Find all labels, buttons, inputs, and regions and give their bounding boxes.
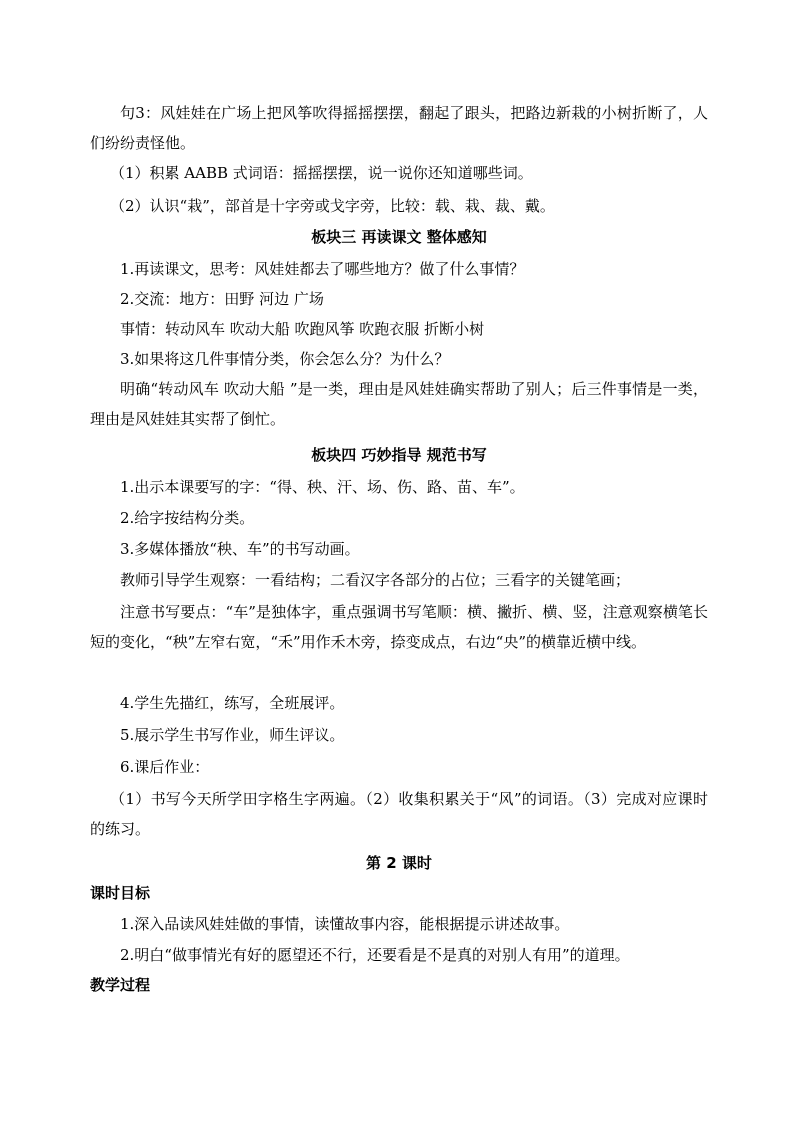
section-3-step-2: 2.交流：地方：田野 河边 广场	[120, 290, 324, 308]
section-3-heading: 板块三 再读课文 整体感知	[311, 228, 487, 246]
section-4-guidance: 教师引导学生观察：一看结构；二看汉字各部分的占位；三看字的关键笔画；	[120, 571, 631, 589]
sentence-3-item-2: （2）认识“栽”，部首是十字旁或戈字旁，比较：载、栽、裁、戴。	[110, 197, 555, 215]
section-3-events: 事情：转动风车 吹动大船 吹跑风筝 吹跑衣服 折断小树	[120, 320, 485, 338]
section-4-step-6: 6.课后作业：	[120, 758, 210, 776]
section-4-step-2: 2.给字按结构分类。	[120, 509, 255, 527]
section-3-clarification: 明确“转动风车 吹动大船 ”是一类，理由是风娃娃确实帮助了别人；后三件事情是一类，理由是风娃娃其实帮了倒忙。	[90, 380, 708, 428]
section-4-step-5: 5.展示学生书写作业，师生评议。	[120, 726, 345, 744]
section-3-step-3: 3.如果将这几件事情分类，你会怎么分？为什么？	[120, 350, 450, 368]
sentence-3-item-1: （1）积累 AABB 式词语：摇摇摆摆，说一说你还知道哪些词。	[110, 164, 533, 182]
section-4-heading: 板块四 巧妙指导 规范书写	[311, 446, 487, 464]
objective-2: 2.明白“做事情光有好的愿望还不行，还要看是不是真的对别人有用”的道理。	[120, 946, 630, 964]
section-4-writing-notes: 注意书写要点：“车”是独体字，重点强调书写笔顺：横、撇折、横、竖，注意观察横笔长短的变化，“秧”左窄右宽，“禾”用作禾木旁，捺变成点，右边“央”的横靠近横中线。	[90, 603, 708, 651]
sentence-3: 句3：风娃娃在广场上把风筝吹得摇摇摆摆，翻起了跟头，把路边新栽的小树折断了，人们纷纷责怪他。	[90, 104, 708, 152]
section-3-step-1: 1.再读课文，思考：风娃娃都去了哪些地方？做了什么事情？	[120, 260, 525, 278]
section-4-step-4: 4.学生先描红，练写，全班展评。	[120, 694, 345, 712]
period-2-heading: 第 2 课时	[366, 854, 432, 872]
section-4-step-3: 3.多媒体播放“秧、车”的书写动画。	[120, 540, 360, 558]
section-4-step-1: 1.出示本课要写的字：“得、秧、汗、场、伤、路、苗、车”。	[120, 478, 525, 496]
section-4-homework: （1）书写今天所学田字格生字两遍。（2）收集积累关于“风”的词语。（3）完成对应课时的练习。	[90, 790, 708, 838]
objective-1: 1.深入品读风娃娃做的事情，读懂故事内容，能根据提示讲述故事。	[120, 915, 570, 933]
process-heading: 教学过程	[90, 976, 151, 994]
objectives-heading: 课时目标	[90, 884, 151, 902]
